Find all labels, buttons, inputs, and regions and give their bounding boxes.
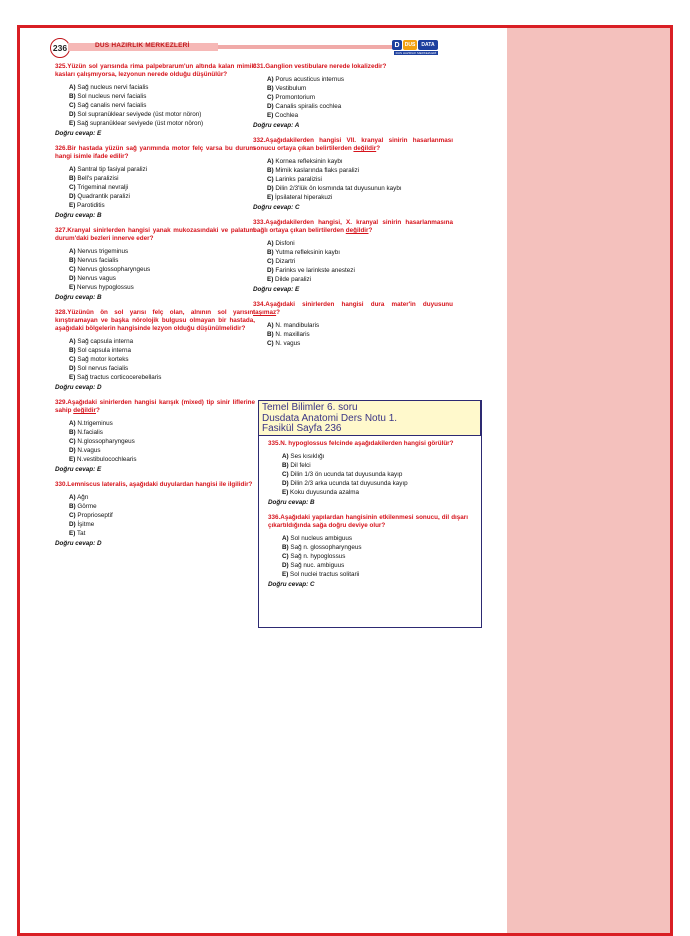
option-letter: E)	[267, 276, 274, 283]
option-text: Nervus glossopharyngeus	[77, 266, 151, 273]
option-list	[253, 239, 453, 284]
question-stem: Aşağıdakilerden hangisi, X. kranyal sinirin hasarlanmasına bağlı ortaya çıkan belirtilerden	[253, 219, 453, 234]
question-text	[55, 63, 255, 79]
page-header	[50, 38, 440, 56]
option-letter: A)	[267, 158, 274, 165]
question-block	[55, 63, 255, 138]
option-letter: C)	[267, 94, 274, 101]
answer-option	[282, 470, 468, 479]
option-letter: E)	[267, 194, 274, 201]
option-text: Nervus hypoglossus	[77, 284, 134, 291]
option-letter: D)	[267, 185, 274, 192]
question-block	[253, 301, 453, 348]
option-letter: A)	[282, 453, 289, 460]
question-stem: Aşağıdaki yapılardan hangisinin etkilenmesi sonucu, dil dışarı çıkartıldığında sağa doğru deviye olur?	[268, 514, 468, 529]
question-emphasis: değildir	[73, 407, 96, 414]
question-block	[268, 514, 468, 589]
option-text: Sağ tractus corticocerebellaris	[77, 374, 162, 381]
answer-option	[69, 283, 255, 292]
option-letter: E)	[69, 456, 76, 463]
option-letter: E)	[282, 571, 289, 578]
answer-option	[69, 511, 255, 520]
option-letter: B)	[69, 175, 76, 182]
option-text: Sol nervus facialis	[77, 365, 129, 372]
answer-option	[282, 552, 468, 561]
option-text: Sol capsula interna	[77, 347, 131, 354]
option-list	[55, 337, 255, 382]
question-block	[253, 63, 453, 130]
option-letter: E)	[69, 120, 76, 127]
correct-answer: Doğru cevap: D	[55, 384, 102, 391]
answer-option	[69, 119, 255, 128]
option-list	[253, 75, 453, 120]
option-text: Porus acusticus internus	[275, 76, 345, 83]
option-text: N.glossopharyngeus	[77, 438, 135, 445]
answer-option	[69, 437, 255, 446]
question-text	[55, 481, 255, 489]
option-letter: E)	[69, 284, 76, 291]
question-text	[253, 301, 453, 317]
option-text: Disfoni	[275, 240, 295, 247]
question-text	[55, 145, 255, 161]
correct-answer: Doğru cevap: B	[55, 294, 102, 301]
question-block	[253, 137, 453, 212]
answer-option	[282, 479, 468, 488]
option-list	[55, 165, 255, 210]
logo-data: DATA	[418, 40, 438, 50]
answer-option	[282, 534, 468, 543]
option-letter: E)	[282, 489, 289, 496]
option-text: Koku duyusunda azalma	[290, 489, 360, 496]
answer-option	[267, 339, 453, 348]
answer-option	[69, 428, 255, 437]
question-stem: Yüzün sol yarısında rima palpebrarum'un altında kalan mimik kasları çalışmıyorsa, lezyonun nerede olduğu düşünülür?	[55, 63, 255, 78]
answer-option	[69, 165, 255, 174]
option-text: N. maxillaris	[275, 331, 310, 338]
logo-dus: DUS	[404, 42, 416, 48]
option-letter: A)	[267, 322, 274, 329]
option-list	[55, 247, 255, 292]
option-text: Dizartri	[275, 258, 296, 265]
answer-option	[69, 364, 255, 373]
option-letter: D)	[69, 193, 76, 200]
option-text: Sol nucleus ambiguus	[290, 535, 353, 542]
option-letter: B)	[267, 167, 274, 174]
correct-answer: Doğru cevap: E	[55, 466, 102, 473]
answer-option	[267, 248, 453, 257]
option-letter: C)	[69, 184, 76, 191]
option-text: Dilin 1/3 ön ucunda tat duyusunda kayıp	[290, 471, 403, 478]
answer-option	[69, 183, 255, 192]
question-text	[268, 514, 468, 530]
option-text: Ağrı	[77, 494, 89, 501]
option-text: Vestibulum	[275, 85, 307, 92]
answer-option	[69, 83, 255, 92]
question-block	[268, 440, 468, 507]
option-letter: D)	[267, 267, 274, 274]
option-letter: E)	[69, 374, 76, 381]
answer-option	[69, 529, 255, 538]
question-block	[55, 399, 255, 474]
answer-option	[267, 102, 453, 111]
answer-option	[267, 111, 453, 120]
question-number: 329.	[55, 399, 68, 406]
option-text: Sağ nuc. ambiguus	[290, 562, 345, 569]
option-letter: D)	[282, 480, 289, 487]
question-emphasis: değildir	[345, 227, 369, 234]
option-text: Mimik kaslarında flaks paralizi	[275, 167, 360, 174]
answer-option	[267, 239, 453, 248]
option-letter: B)	[69, 429, 76, 436]
answer-option	[282, 461, 468, 470]
option-letter: A)	[69, 420, 76, 427]
answer-option	[282, 561, 468, 570]
answer-option	[69, 337, 255, 346]
question-end: ?	[376, 145, 381, 152]
correct-answer: Doğru cevap: A	[253, 122, 300, 129]
question-stem: Lemniscus lateralis, aşağıdaki duyulardan hangisi ile ilgilidir?	[67, 481, 253, 488]
answer-option	[69, 201, 255, 210]
answer-option	[267, 166, 453, 175]
question-number: 325.	[55, 63, 68, 70]
option-text: Sağ capsula interna	[77, 338, 134, 345]
question-text	[253, 63, 453, 71]
option-list	[55, 83, 255, 128]
option-text: Dilin 2/3 arka ucunda tat duyusunda kayıp	[290, 480, 408, 487]
answer-option	[69, 265, 255, 274]
question-end: ?	[95, 407, 100, 414]
question-number: 328.	[55, 309, 68, 316]
question-text	[55, 399, 255, 415]
option-text: Sağ n. glossopharyngeus	[290, 544, 362, 551]
answer-option	[69, 101, 255, 110]
correct-answer: Doğru cevap: C	[268, 581, 315, 588]
answer-option	[267, 84, 453, 93]
question-end: ?	[276, 309, 280, 316]
option-letter: B)	[267, 85, 274, 92]
question-text	[268, 440, 468, 448]
header-title: DUS HAZIRLIK MERKEZLERİ	[95, 42, 190, 49]
option-text: Canalis spiralis cochlea	[275, 103, 342, 110]
question-number: 333.	[253, 219, 266, 226]
answer-option	[69, 419, 255, 428]
question-number: 331.	[253, 63, 266, 70]
question-emphasis: değildir	[353, 145, 377, 152]
answer-option	[267, 321, 453, 330]
option-text: Bell's paralizisi	[77, 175, 119, 182]
option-text: Trigeminal nevralji	[77, 184, 129, 191]
option-text: İpsilateral hiperakuzi	[275, 194, 333, 201]
note-line-3: Fasikül Sayfa 236	[262, 423, 342, 434]
answer-option	[69, 247, 255, 256]
option-letter: D)	[69, 521, 76, 528]
option-text: Dil felci	[290, 462, 311, 469]
option-text: Sol nuclei tractus solitarii	[290, 571, 360, 578]
option-text: Sağ supranüklear seviyede (üst motor nöron)	[77, 120, 204, 127]
answer-option	[282, 570, 468, 579]
option-letter: D)	[69, 365, 76, 372]
option-text: Nervus trigeminus	[77, 248, 129, 255]
answer-option	[69, 174, 255, 183]
option-letter: B)	[69, 93, 76, 100]
correct-answer: Doğru cevap: E	[253, 286, 300, 293]
option-letter: B)	[69, 503, 76, 510]
question-text	[253, 137, 453, 153]
answer-option	[282, 452, 468, 461]
answer-option	[267, 93, 453, 102]
option-text: Dilde paralizi	[275, 276, 312, 283]
answer-option	[267, 193, 453, 202]
option-letter: C)	[267, 340, 274, 347]
answer-option	[69, 446, 255, 455]
option-text: Kornea refleksinin kaybı	[275, 158, 343, 165]
question-stem: Aşağıdaki sinirlerden hangisi dura mater'in duyusunu	[265, 301, 453, 308]
answer-option	[69, 274, 255, 283]
option-letter: C)	[267, 258, 274, 265]
correct-answer: Doğru cevap: C	[253, 204, 300, 211]
question-stem: Kranyal sinirlerden hangisi yanak mukozasındaki ve palatum durum'daki bezleri innerve eder?	[55, 227, 255, 242]
answer-option	[267, 175, 453, 184]
answer-option	[69, 346, 255, 355]
answer-option	[267, 266, 453, 275]
margin-pink-column	[507, 28, 670, 933]
option-text: Nervus facialis	[77, 257, 119, 264]
option-letter: C)	[69, 356, 76, 363]
option-text: Promontorium	[275, 94, 315, 101]
answer-option	[267, 157, 453, 166]
option-letter: A)	[282, 535, 289, 542]
option-letter: B)	[69, 257, 76, 264]
answer-option	[282, 543, 468, 552]
logo-mark: D	[392, 40, 402, 50]
option-list	[253, 321, 453, 348]
question-number: 330.	[55, 481, 68, 488]
option-text: Dilin 2/3'lük ön kısmında tat duyusunun kaybı	[275, 185, 402, 192]
option-letter: D)	[69, 275, 76, 282]
option-text: Sağ nucleus nervi facialis	[77, 84, 149, 91]
answer-option	[267, 184, 453, 193]
option-letter: B)	[267, 249, 274, 256]
option-text: N. mandibularis	[275, 322, 320, 329]
option-text: Sol nucleus nervi facialis	[77, 93, 147, 100]
question-number: 332.	[253, 137, 266, 144]
option-text: Ses kısıklığı	[290, 453, 325, 460]
option-text: Farinks ve larinkste anestezi	[275, 267, 355, 274]
option-letter: A)	[69, 338, 76, 345]
option-letter: A)	[69, 166, 76, 173]
question-text	[55, 227, 255, 243]
answer-option	[69, 520, 255, 529]
option-letter: C)	[282, 553, 289, 560]
option-letter: D)	[69, 447, 76, 454]
question-stem: Aşağıdakilerden hangisi VII. kranyal sinirin hasarlanması sonucu ortaya çıkan belirtilerden	[253, 137, 453, 152]
option-letter: C)	[69, 438, 76, 445]
answer-option	[267, 75, 453, 84]
question-number: 336.	[268, 514, 281, 521]
note-box	[258, 400, 481, 436]
correct-answer: Doğru cevap: B	[268, 499, 315, 506]
option-text: Nervus vagus	[77, 275, 116, 282]
question-number: 327.	[55, 227, 68, 234]
question-number: 335.	[268, 440, 281, 447]
option-text: Sol supranüklear seviyede (üst motor nöron)	[77, 111, 202, 118]
option-text: İşitme	[77, 521, 95, 528]
option-letter: C)	[69, 102, 76, 109]
question-number: 334.	[253, 301, 266, 308]
option-list	[55, 493, 255, 538]
answer-option	[69, 92, 255, 101]
option-text: N.vestibulocochlearis	[77, 456, 137, 463]
option-letter: A)	[69, 248, 76, 255]
correct-answer: Doğru cevap: E	[55, 130, 102, 137]
option-text: Yutma refleksinin kaybı	[275, 249, 341, 256]
answer-option	[69, 373, 255, 382]
question-stem: Yüzünün ön sol yarısı felç olan, alnının sol yarısını kırıştıramayan ve başka nörolojik bulgusu olmayan bir hastada, aşağıdaki bölgelerin hangisinde lezyon olduğu düşünülmelidir?	[55, 309, 255, 332]
option-text: N.trigeminus	[77, 420, 113, 427]
question-block	[55, 145, 255, 220]
question-block	[253, 219, 453, 294]
right-question-column	[253, 63, 453, 355]
question-block	[55, 227, 255, 302]
answer-option	[267, 257, 453, 266]
question-emphasis: taşımaz	[253, 309, 277, 316]
option-list	[55, 419, 255, 464]
option-letter: A)	[69, 494, 76, 501]
answer-option	[69, 256, 255, 265]
logo-tagline: DUS HAZIRLIK MERKEZLERİ	[395, 51, 437, 55]
question-block	[55, 481, 255, 548]
option-text: Tat	[76, 530, 86, 537]
note-line-2: Dusdata Anatomi Ders Notu 1.	[262, 412, 398, 424]
dusdata-logo	[392, 38, 438, 56]
answer-option	[69, 355, 255, 364]
answer-option	[69, 192, 255, 201]
header-line	[218, 45, 393, 49]
option-text: N.vagus	[77, 447, 101, 454]
option-letter: D)	[282, 562, 289, 569]
question-stem: N. hypoglossus felcinde aşağıdakilerden hangisi görülür?	[280, 440, 454, 447]
option-list	[268, 452, 468, 497]
option-text: Quadrantik paralizi	[77, 193, 130, 200]
option-letter: E)	[267, 112, 274, 119]
option-letter: A)	[267, 76, 274, 83]
option-text: Larinks paralizisi	[275, 176, 322, 183]
option-text: Sağ canalis nervi facialis	[77, 102, 147, 109]
answer-option	[267, 275, 453, 284]
option-letter: D)	[267, 103, 274, 110]
option-letter: C)	[282, 471, 289, 478]
option-text: Cochlea	[275, 112, 299, 119]
option-list	[253, 157, 453, 202]
option-letter: B)	[69, 347, 76, 354]
question-text	[253, 219, 453, 235]
option-letter: B)	[282, 544, 289, 551]
question-end: ?	[368, 227, 373, 234]
option-list	[268, 534, 468, 579]
correct-answer: Doğru cevap: B	[55, 212, 102, 219]
option-text: N.facialis	[77, 429, 103, 436]
answer-option	[69, 455, 255, 464]
answer-option	[69, 493, 255, 502]
option-text: N. vagus	[275, 340, 301, 347]
page-number: 236	[50, 38, 70, 58]
answer-option	[282, 488, 468, 497]
option-letter: B)	[282, 462, 289, 469]
option-letter: C)	[69, 266, 76, 273]
option-letter: C)	[267, 176, 274, 183]
question-text	[55, 309, 255, 333]
answer-option	[69, 110, 255, 119]
question-stem: Ganglion vestibulare nerede lokalizedir?	[265, 63, 387, 70]
question-number: 326.	[55, 145, 68, 152]
left-question-column	[55, 63, 255, 555]
option-letter: E)	[69, 530, 76, 537]
option-text: Sağ n. hypoglossus	[290, 553, 346, 560]
correct-answer: Doğru cevap: D	[55, 540, 102, 547]
question-block	[55, 309, 255, 392]
option-letter: A)	[267, 240, 274, 247]
option-letter: A)	[69, 84, 76, 91]
option-text: Proprioseptif	[77, 512, 113, 519]
note-line-1: Temel Bilimler 6. soru	[262, 402, 358, 413]
answer-option	[69, 502, 255, 511]
option-text: Santral tip fasiyal paralizi	[77, 166, 148, 173]
option-letter: C)	[69, 512, 76, 519]
option-letter: D)	[69, 111, 76, 118]
option-letter: B)	[267, 331, 274, 338]
option-letter: E)	[69, 202, 76, 209]
answer-option	[267, 330, 453, 339]
question-stem: Aşağıdaki sinirlerden hangisi karışık (mixed) tip sinir liflerine sahip	[55, 399, 255, 414]
question-stem: Bir hastada yüzün sağ yarımında motor felç varsa bu durum hangi isimle ifade edilir?	[55, 145, 255, 160]
option-text: Parotiditis	[77, 202, 105, 209]
option-text: Görme	[77, 503, 97, 510]
boxed-question-column	[268, 440, 468, 596]
option-text: Sağ motor korteks	[77, 356, 129, 363]
